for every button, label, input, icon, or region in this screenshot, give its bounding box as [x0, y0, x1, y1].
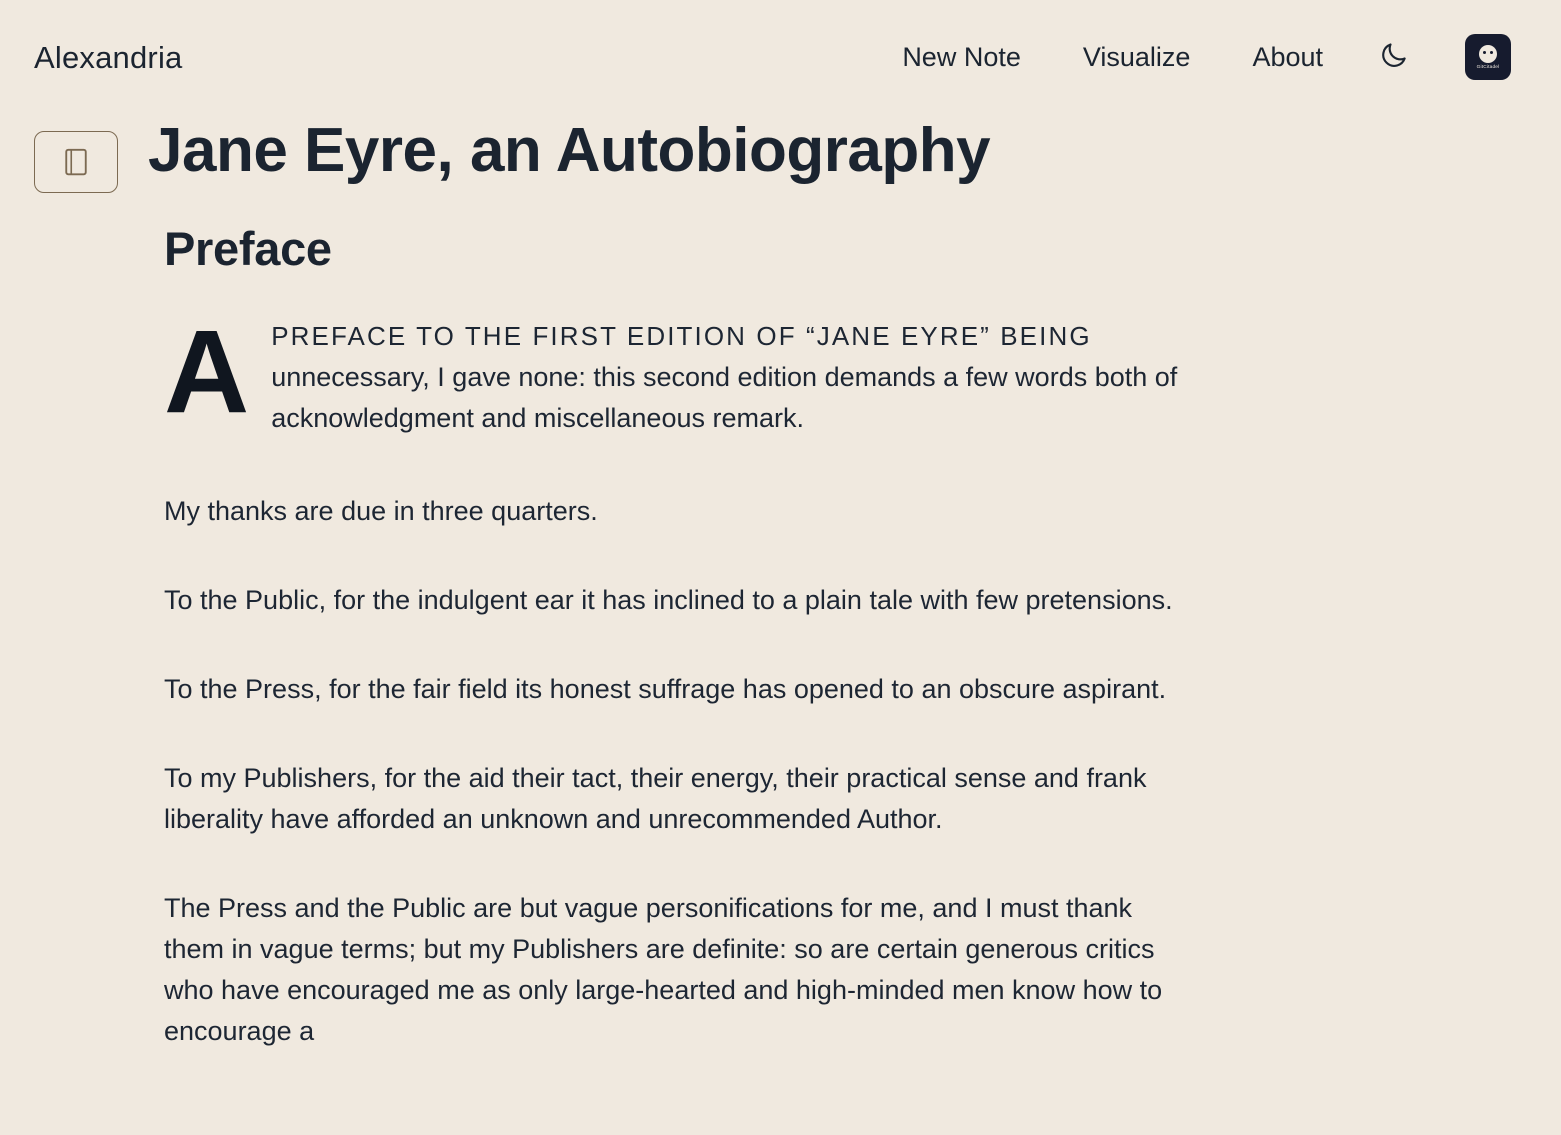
document-title-row: [0, 118, 1561, 193]
page-title: Jane Eyre, an Autobiography: [148, 116, 991, 185]
site-header: [0, 0, 1561, 80]
opening-paragraph: [164, 306, 1180, 439]
dropcap-letter: A: [164, 306, 250, 438]
brand-logo[interactable]: Alexandria: [34, 39, 183, 75]
chapter-section: [0, 221, 1300, 1052]
opening-rest: unnecessary, I gave none: this second edition demands a few words both of acknowledgment and miscellaneous remark.: [271, 362, 1178, 434]
book-icon[interactable]: [34, 131, 118, 193]
header-right-group: [902, 34, 1515, 80]
paragraph-2: To the Public, for the indulgent ear it has inclined to a plain tale with few pretensions.: [164, 585, 1173, 616]
paragraph-1: My thanks are due in three quarters.: [164, 496, 598, 527]
main-nav: [902, 41, 1323, 72]
avatar[interactable]: [1465, 34, 1511, 80]
chapter-title: Preface: [164, 222, 332, 275]
avatar-label: GitCitadel: [1476, 63, 1500, 70]
document-view: [0, 80, 1561, 1052]
nav-visualize[interactable]: Visualize: [1082, 41, 1191, 72]
avatar-glyph-icon: [1479, 45, 1497, 63]
opening-smallcaps: PREFACE TO THE FIRST EDITION OF “JANE EYRE” BEING: [271, 321, 1092, 351]
paragraph-4: To my Publishers, for the aid their tact, their energy, their practical sense and frank liberality have afforded an unknown and unrecommended Author.: [164, 763, 1147, 835]
nav-about[interactable]: About: [1252, 41, 1323, 72]
paragraph-5: The Press and the Public are but vague personifications for me, and I must thank them in vague terms; but my Publishers are definite: so are certain generous critics who have encouraged me as only large-hearted and high-minded men know how to encourage a: [164, 893, 1163, 1047]
nav-new-note[interactable]: New Note: [902, 41, 1021, 72]
paragraph-3: To the Press, for the fair field its honest suffrage has opened to an obscure aspirant.: [164, 674, 1167, 705]
moon-icon: [1379, 40, 1409, 75]
theme-toggle-button[interactable]: [1377, 40, 1411, 74]
